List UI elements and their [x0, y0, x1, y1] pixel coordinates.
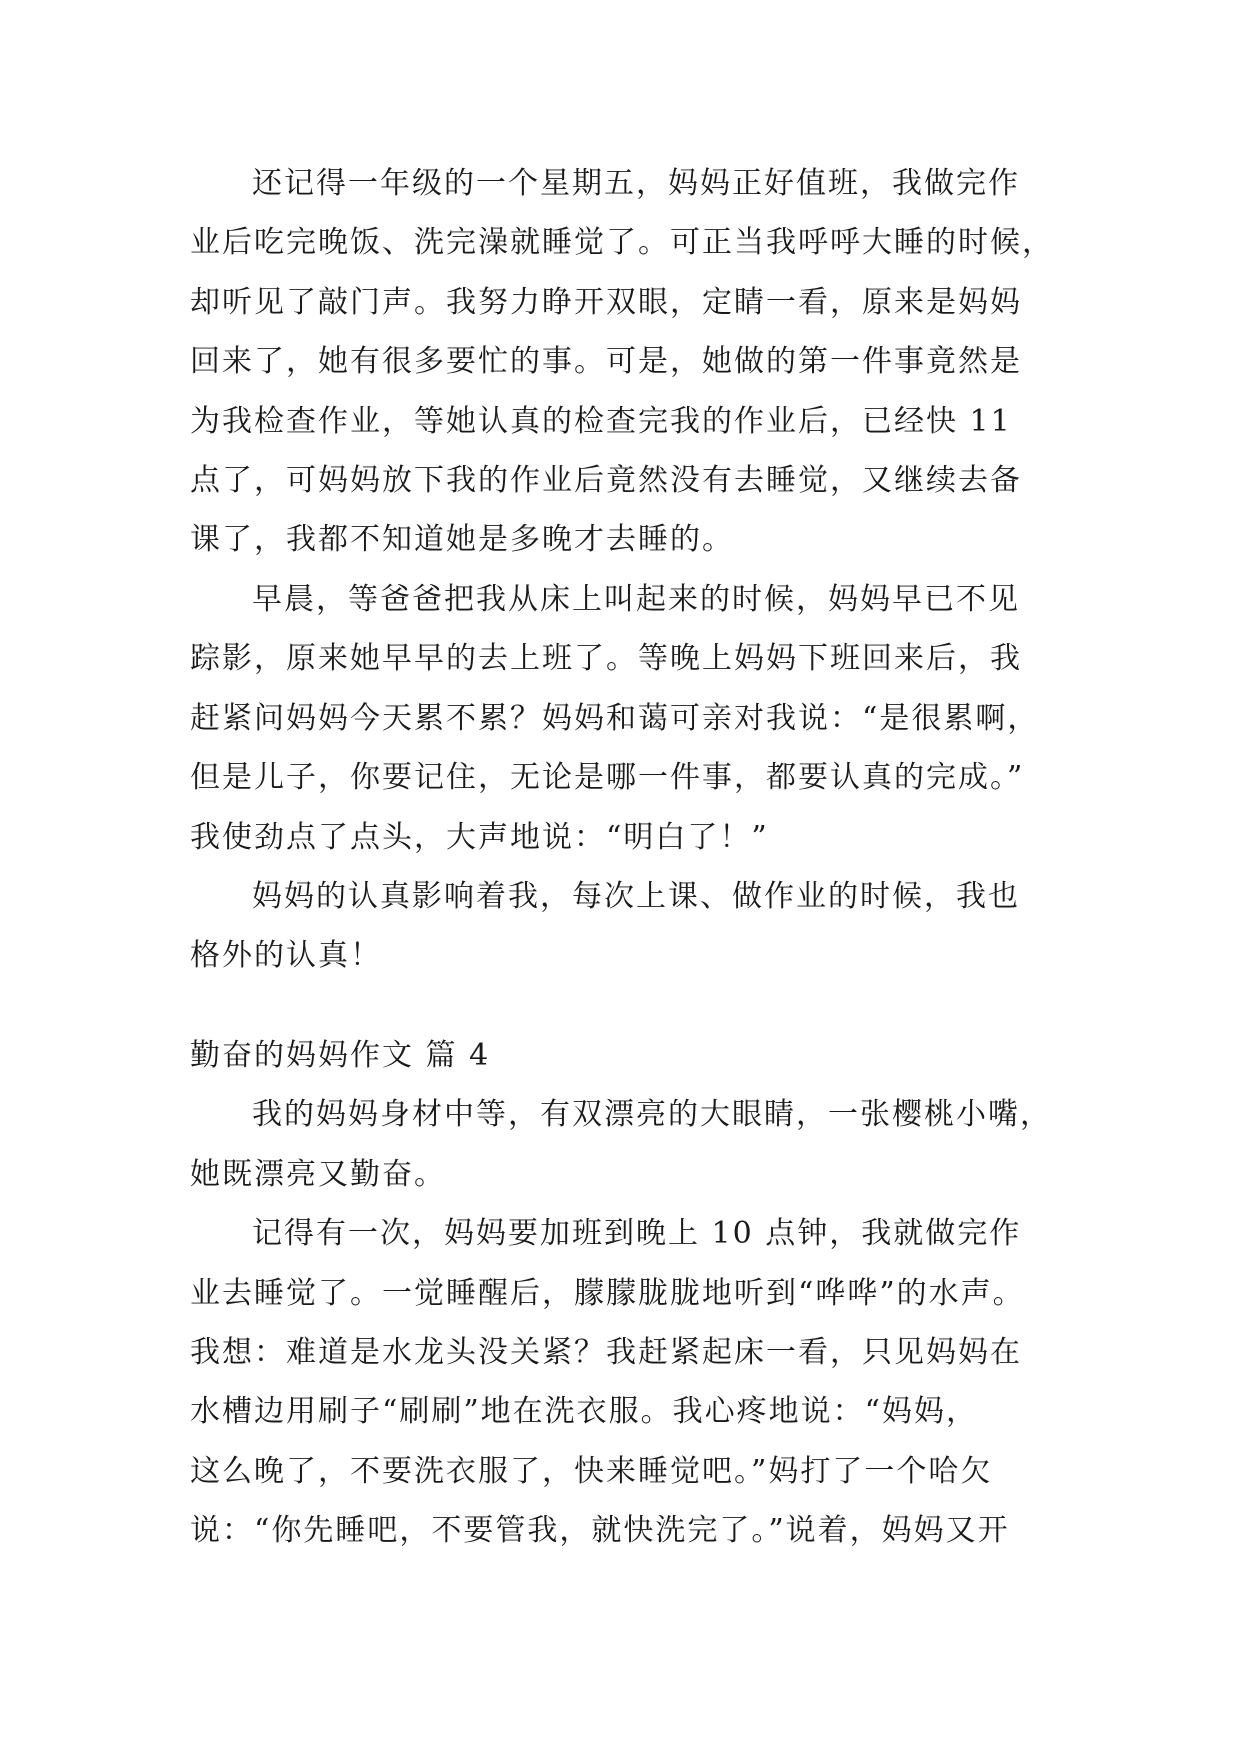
text-line: 这么晚了，不要洗衣服了，快来睡觉吧。”妈打了一个哈欠 [190, 1454, 993, 1489]
text-line: 她既漂亮又勤奋。 [190, 1157, 446, 1192]
text-line: 说：“你先睡吧，不要管我，就快洗完了。”说着，妈妈又开 [190, 1513, 1010, 1548]
text-line: 回来了，她有很多要忙的事。可是，她做的第一件事竟然是 [190, 344, 1022, 379]
text-line: 为我检查作业，等她认真的检查完我的作业后，已经快 11 [190, 404, 1012, 439]
text-line: 业后吃完晚饭、洗完澡就睡觉了。可正当我呼呼大睡的时候， [190, 225, 1054, 260]
text-line: 妈妈的认真影响着我，每次上课、做作业的时候，我也 [252, 879, 1020, 914]
text-line: 课了，我都不知道她是多晚才去睡的。 [190, 522, 734, 557]
text-line: 水槽边用刷子“刷刷”地在洗衣服。我心疼地说：“妈妈， [190, 1394, 979, 1429]
text-line: 业去睡觉了。一觉睡醒后，朦朦胧胧地听到“哗哗”的水声。 [190, 1276, 1025, 1311]
text-line: 却听见了敲门声。我努力睁开双眼，定睛一看，原来是妈妈 [190, 285, 1022, 320]
text-line: 格外的认真！ [190, 938, 382, 973]
section-heading: 勤奋的妈妈作文 篇 4 [190, 1038, 491, 1073]
text-line: 我使劲点了点头，大声地说：“明白了！” [190, 820, 769, 855]
text-line: 早晨，等爸爸把我从床上叫起来的时候，妈妈早已不见 [252, 582, 1020, 617]
text-line: 还记得一年级的一个星期五，妈妈正好值班，我做完作 [252, 166, 1020, 201]
text-line: 赶紧问妈妈今天累不累？妈妈和蔼可亲对我说：“是很累啊， [190, 701, 1040, 736]
text-line: 我想：难道是水龙头没关紧？我赶紧起床一看，只见妈妈在 [190, 1335, 1022, 1370]
text-line: 记得有一次，妈妈要加班到晚上 10 点钟，我就做完作 [252, 1216, 1022, 1251]
text-line: 点了，可妈妈放下我的作业后竟然没有去睡觉，又继续去备 [190, 463, 1022, 498]
text-line: 但是儿子，你要记住，无论是哪一件事，都要认真的完成。” [190, 760, 1025, 795]
text-line: 我的妈妈身材中等，有双漂亮的大眼睛，一张樱桃小嘴， [252, 1097, 1052, 1132]
text-line: 踪影，原来她早早的去上班了。等晚上妈妈下班回来后，我 [190, 641, 1022, 676]
